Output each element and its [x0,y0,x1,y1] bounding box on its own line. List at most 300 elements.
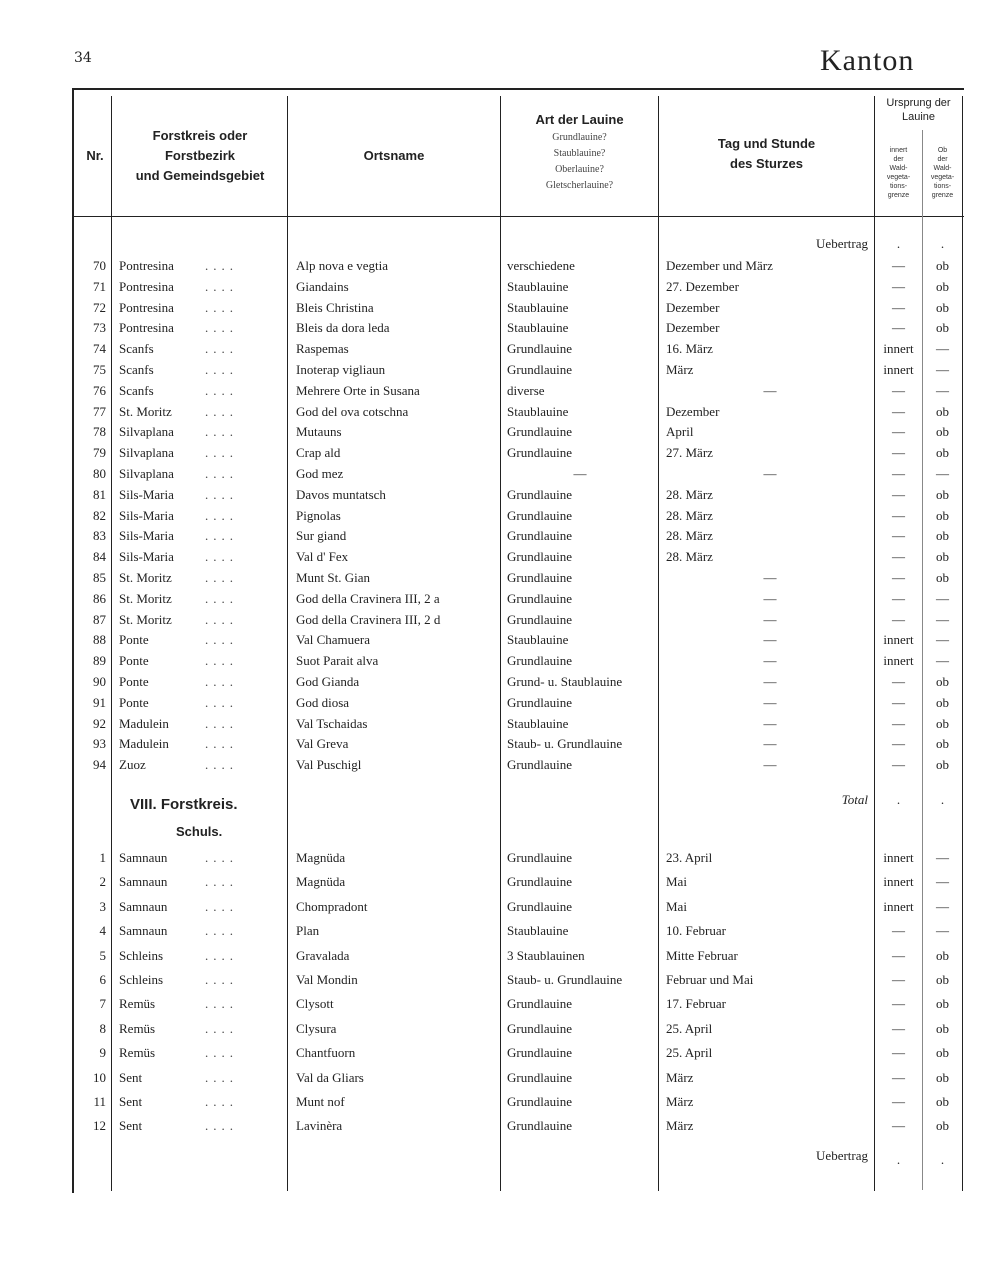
leader-dots: .... [205,736,238,752]
row-art: Grundlauine [507,362,572,377]
row-bezirk: St. Moritz [119,590,172,606]
row-nr: 86 [93,590,106,606]
row-bezirk: Madulein [119,715,169,731]
row-ob: ob [936,1094,949,1109]
row-innert: — [892,445,905,461]
row-art: — [573,466,587,481]
leader-dots: .... [205,445,238,461]
row-art: Grundlauine [507,570,572,585]
row-bezirk: Remüs [119,1020,156,1036]
row-innert: — [892,1045,905,1061]
section-subtitle: Schuls. [176,824,223,839]
row-tag: 16. März [666,341,713,357]
row-innert: innert [883,850,914,865]
row-innert: — [892,486,905,502]
row-innert: — [892,972,905,987]
row-ortsname: God del ova cotschna [296,403,409,419]
row-ob: — [936,362,949,377]
row-ortsname: Mutauns [296,424,342,440]
row-ob: ob [936,528,949,544]
leader-dots: .... [205,424,238,440]
row-ob: ob [936,507,949,523]
row-bezirk: Ponte [119,632,149,648]
leader-dots: .... [205,757,238,773]
row-innert: — [892,570,905,585]
row-innert: innert [883,362,914,377]
row-bezirk: Sent [119,1118,143,1134]
row-tag: — [763,570,777,585]
row-ob: ob [936,549,949,565]
row-nr: 9 [99,1045,106,1061]
row-bezirk: St. Moritz [119,611,172,627]
row-bezirk: St. Moritz [119,570,172,585]
header-forstkreis-line-1: Forstkreis oder [152,128,248,143]
row-ortsname: Mehrere Orte in Susana [296,382,420,398]
row-ob: — [936,466,949,481]
row-ob: ob [936,320,949,336]
row-art: Staublauine [507,632,569,648]
row-nr: 1 [99,850,106,865]
header-art-sub-1: Grundlauine? [552,132,607,143]
row-art: Grundlauine [507,850,572,865]
row-art: Grundlauine [507,507,572,523]
row-ob: ob [936,1020,949,1036]
row-tag: — [763,653,777,669]
row-ortsname: Val Greva [296,736,349,752]
row-innert: — [892,1118,905,1134]
row-nr: 71 [93,278,106,294]
row-tag: 28. März [666,486,713,502]
row-nr: 88 [93,632,106,648]
row-art: Staublauine [507,299,569,315]
header-tag [659,134,874,174]
row-art: Grundlauine [507,341,572,357]
row-ortsname: Alp nova e vegtia [296,258,389,273]
leader-dots: .... [205,874,238,890]
row-bezirk: Scanfs [119,362,154,377]
row-innert: innert [883,898,914,914]
header-ursprung [875,96,962,124]
row-ob: ob [936,736,949,752]
row-ob: — [936,923,949,939]
row-tag: 28. März [666,507,713,523]
leader-dots: .... [205,1069,238,1085]
col-rule-art [658,96,659,1191]
row-tag: 25. April [666,1045,713,1061]
row-tag: März [666,1069,694,1085]
row-art: Grundlauine [507,549,572,565]
row-bezirk: Pontresina [119,278,174,294]
header-forstkreis-line-3: und Gemeindsgebiet [135,168,265,183]
row-nr: 82 [93,507,106,523]
uebertrag-bottom-innert: . [896,1152,901,1167]
row-bezirk: Scanfs [119,382,154,398]
table-top-rule [72,88,964,90]
row-ob: ob [936,424,949,440]
row-tag: 27. Dezember [666,278,739,294]
row-tag: Mitte Februar [666,947,738,963]
row-bezirk: Silvaplana [119,445,174,461]
row-art: Grundlauine [507,757,572,773]
row-tag: April [666,424,694,440]
leader-dots: .... [205,653,238,669]
leader-dots: .... [205,674,238,689]
row-nr: 81 [93,486,106,502]
row-bezirk: Sils-Maria [119,486,174,502]
row-ortsname: God della Cravinera III, 2 a [296,590,440,606]
row-tag: Dezember [666,403,720,419]
row-ob: ob [936,757,949,773]
row-innert: — [892,674,905,689]
row-art: Grundlauine [507,1069,572,1085]
row-ortsname: Clysott [296,996,334,1012]
header-ortsname: Ortsname [363,148,425,163]
leader-dots: .... [205,611,238,627]
leader-dots: .... [205,590,238,606]
leader-dots: .... [205,382,238,398]
row-bezirk: Samnaun [119,874,168,890]
row-art: Staublauine [507,278,569,294]
row-ortsname: Plan [296,923,320,939]
row-nr: 76 [93,382,106,398]
row-nr: 73 [93,320,106,336]
row-art: Grundlauine [507,528,572,544]
leader-dots: .... [205,320,238,336]
row-nr: 4 [99,923,106,939]
row-bezirk: Silvaplana [119,466,174,481]
row-innert: — [892,590,905,606]
row-tag: 27. März [666,445,713,461]
row-ob: ob [936,278,949,294]
row-art: Grundlauine [507,590,572,606]
row-bezirk: Ponte [119,694,149,710]
row-bezirk: Samnaun [119,850,168,865]
row-nr: 8 [99,1020,106,1036]
row-ob: ob [936,445,949,461]
row-tag: 28. März [666,549,713,565]
row-ortsname: Val Tschaidas [296,715,368,731]
row-art: Staublauine [507,320,569,336]
leader-dots: .... [205,1118,238,1134]
leader-dots: .... [205,570,238,585]
row-tag: März [666,1118,694,1134]
header-ursprung-line-1: Ursprung der [886,97,951,109]
row-ob: ob [936,299,949,315]
leader-dots: .... [205,403,238,419]
row-bezirk: Sils-Maria [119,549,174,565]
leader-dots: .... [205,1045,238,1061]
row-innert: innert [883,653,914,669]
leader-dots: .... [205,632,238,648]
row-ob: ob [936,258,949,273]
row-tag: März [666,1094,694,1109]
row-bezirk: Silvaplana [119,424,174,440]
row-art: Staub- u. Grundlauine [507,736,623,752]
row-innert: — [892,299,905,315]
row-innert: — [892,382,905,398]
row-ob: — [936,874,949,890]
row-nr: 80 [93,466,106,481]
row-nr: 78 [93,424,106,440]
leader-dots: .... [205,1020,238,1036]
row-nr: 10 [93,1069,106,1085]
row-ortsname: Sur giand [296,528,347,544]
header-art-sub-3: Oberlauine? [555,164,604,175]
row-innert: — [892,320,905,336]
row-art: verschiedene [507,258,575,273]
row-bezirk: St. Moritz [119,403,172,419]
row-ortsname: Inoterap vigliaun [296,362,386,377]
row-ortsname: Magnüda [296,874,346,890]
leader-dots: .... [205,996,238,1012]
row-art: Staublauine [507,403,569,419]
row-ob: ob [936,403,949,419]
row-tag: März [666,362,694,377]
row-ob: ob [936,570,949,585]
row-tag: — [763,632,777,648]
uebertrag-bottom-ob: . [940,1152,945,1167]
row-nr: 3 [99,898,106,914]
row-ob: ob [936,1118,949,1134]
row-tag: Dezember [666,299,720,315]
header-bottom-rule [72,216,964,217]
header-tag-line-1: Tag und Stunde [717,136,816,151]
row-art: Grundlauine [507,898,572,914]
row-art: Grundlauine [507,1094,572,1109]
row-art: diverse [507,382,545,398]
row-tag: Mai [666,898,687,914]
row-nr: 85 [93,570,106,585]
row-innert: innert [883,632,914,648]
row-nr: 87 [93,611,106,627]
page-number: 34 [74,50,92,66]
row-art: Grundlauine [507,653,572,669]
row-ob: ob [936,972,949,987]
row-art: Staublauine [507,923,569,939]
row-art: Staublauine [507,715,569,731]
row-nr: 5 [99,947,106,963]
row-innert: — [892,403,905,419]
leader-dots: .... [205,947,238,963]
row-tag: — [763,382,777,398]
row-ortsname: Val Puschigl [296,757,362,773]
row-nr: 12 [93,1118,106,1134]
row-nr: 94 [93,757,106,773]
row-bezirk: Zuoz [119,757,146,773]
row-tag: — [763,466,777,481]
total-label: Total [841,792,868,807]
row-tag: 17. Februar [666,996,726,1012]
row-ortsname: Raspemas [296,341,349,357]
row-ortsname: Val Mondin [296,972,358,987]
row-bezirk: Ponte [119,674,149,689]
row-nr: 84 [93,549,106,565]
row-bezirk: Sent [119,1094,143,1109]
row-nr: 90 [93,674,106,689]
row-ortsname: Munt St. Gian [296,570,371,585]
row-ortsname: Chompradont [296,898,368,914]
row-nr: 75 [93,362,106,377]
row-nr: 79 [93,445,106,461]
row-bezirk: Remüs [119,1045,156,1061]
row-innert: — [892,947,905,963]
row-art: Grundlauine [507,611,572,627]
row-ob: ob [936,486,949,502]
row-innert: — [892,528,905,544]
row-tag: Dezember [666,320,720,336]
row-ob: — [936,341,949,357]
row-innert: — [892,996,905,1012]
row-nr: 83 [93,528,106,544]
row-ortsname: Pignolas [296,507,341,523]
row-ortsname: Val da Gliars [296,1069,364,1085]
leader-dots: .... [205,507,238,523]
row-innert: — [892,1094,905,1109]
row-ob: — [936,590,949,606]
row-nr: 93 [93,736,106,752]
row-art: Grundlauine [507,1045,572,1061]
row-ortsname: God della Cravinera III, 2 d [296,611,441,627]
row-nr: 70 [93,258,106,273]
row-ortsname: Suot Parait alva [296,653,379,669]
row-bezirk: Pontresina [119,299,174,315]
row-innert: — [892,715,905,731]
row-ob: — [936,850,949,865]
leader-dots: .... [205,258,238,273]
row-ob: — [936,611,949,627]
leader-dots: .... [205,850,238,865]
row-art: Staub- u. Grundlauine [507,972,623,987]
table-left-rule [72,88,74,1193]
row-ob: ob [936,996,949,1012]
row-innert: — [892,736,905,752]
header-forstkreis [112,126,288,186]
row-art: Grundlauine [507,424,572,440]
row-innert: — [892,549,905,565]
row-ortsname: Magnüda [296,850,346,865]
uebertrag-top-label: Uebertrag [816,236,868,251]
row-innert: — [892,278,905,294]
row-bezirk: Samnaun [119,898,168,914]
total-innert: . [896,792,901,807]
row-nr: 77 [93,403,106,419]
uebertrag-top-innert: . [896,236,901,251]
table-right-rule [962,96,963,1191]
row-tag: — [763,694,777,710]
leader-dots: .... [205,466,238,481]
uebertrag-bottom-label: Uebertrag [816,1148,868,1163]
leader-dots: .... [205,486,238,502]
row-ob: ob [936,1069,949,1085]
row-ob: — [936,382,949,398]
row-tag: — [763,590,777,606]
row-ortsname: Val Chamuera [296,632,371,648]
row-ortsname: Davos muntatsch [296,486,386,502]
leader-dots: .... [205,299,238,315]
row-art: 3 Staublauinen [507,947,585,963]
row-tag: 23. April [666,850,713,865]
row-nr: 92 [93,715,106,731]
row-innert: — [892,258,905,273]
row-bezirk: Sils-Maria [119,528,174,544]
row-art: Grundlauine [507,1118,572,1134]
row-bezirk: Sils-Maria [119,507,174,523]
section-title: VIII. Forstkreis. [130,796,238,813]
row-ob: ob [936,674,949,689]
leader-dots: .... [205,528,238,544]
row-innert: — [892,466,905,481]
row-art: Grundlauine [507,874,572,890]
row-bezirk: Remüs [119,996,156,1012]
row-innert: — [892,757,905,773]
row-bezirk: Ponte [119,653,149,669]
row-bezirk: Schleins [119,947,164,963]
row-ortsname: Crap ald [296,445,341,461]
leader-dots: .... [205,362,238,377]
row-bezirk: Scanfs [119,341,154,357]
row-art: Grundlauine [507,694,572,710]
row-ortsname: Clysura [296,1020,337,1036]
row-ob: ob [936,947,949,963]
row-ortsname: Chantfuorn [296,1045,356,1061]
header-nr: Nr. [86,148,104,163]
row-innert: — [892,1069,905,1085]
leader-dots: .... [205,1094,238,1109]
row-innert: — [892,1020,905,1036]
row-tag: Dezember und März [666,258,773,273]
leader-dots: .... [205,923,238,939]
row-ortsname: God Gianda [296,674,360,689]
row-art: Grund- u. Staublauine [507,674,623,689]
header-tag-line-2: des Sturzes [730,156,803,171]
leader-dots: .... [205,972,238,987]
row-bezirk: Pontresina [119,258,174,273]
header-ob: Ob der Wald- vegeta- tions- grenze [930,147,955,199]
row-nr: 91 [93,694,106,710]
row-tag: 25. April [666,1020,713,1036]
row-ob: — [936,653,949,669]
leader-dots: .... [205,715,238,731]
row-innert: — [892,694,905,710]
row-bezirk: Pontresina [119,320,174,336]
row-ob: ob [936,715,949,731]
row-innert: — [892,923,905,939]
row-bezirk: Madulein [119,736,169,752]
row-tag: — [763,715,777,731]
row-tag: — [763,611,777,627]
row-ortsname: Bleis da dora leda [296,320,390,336]
row-nr: 6 [99,972,106,987]
row-art: Grundlauine [507,996,572,1012]
row-innert: — [892,507,905,523]
row-tag: — [763,736,777,752]
row-tag: 10. Februar [666,923,726,939]
row-bezirk: Schleins [119,972,164,987]
row-ob: ob [936,694,949,710]
header-forstkreis-line-2: Forstbezirk [164,148,236,163]
header-art-sub-4: Gletscherlauine? [545,180,614,191]
col-rule-nr [111,96,112,1191]
row-innert: innert [883,874,914,890]
col-rule-bezirk [287,96,288,1191]
row-innert: innert [883,341,914,357]
row-ortsname: Lavinèra [296,1118,343,1134]
row-ortsname: God mez [296,466,344,481]
row-bezirk: Sent [119,1069,143,1085]
row-ortsname: Gravalada [296,947,350,963]
page-heading: Kanton [820,44,915,77]
row-tag: Mai [666,874,687,890]
